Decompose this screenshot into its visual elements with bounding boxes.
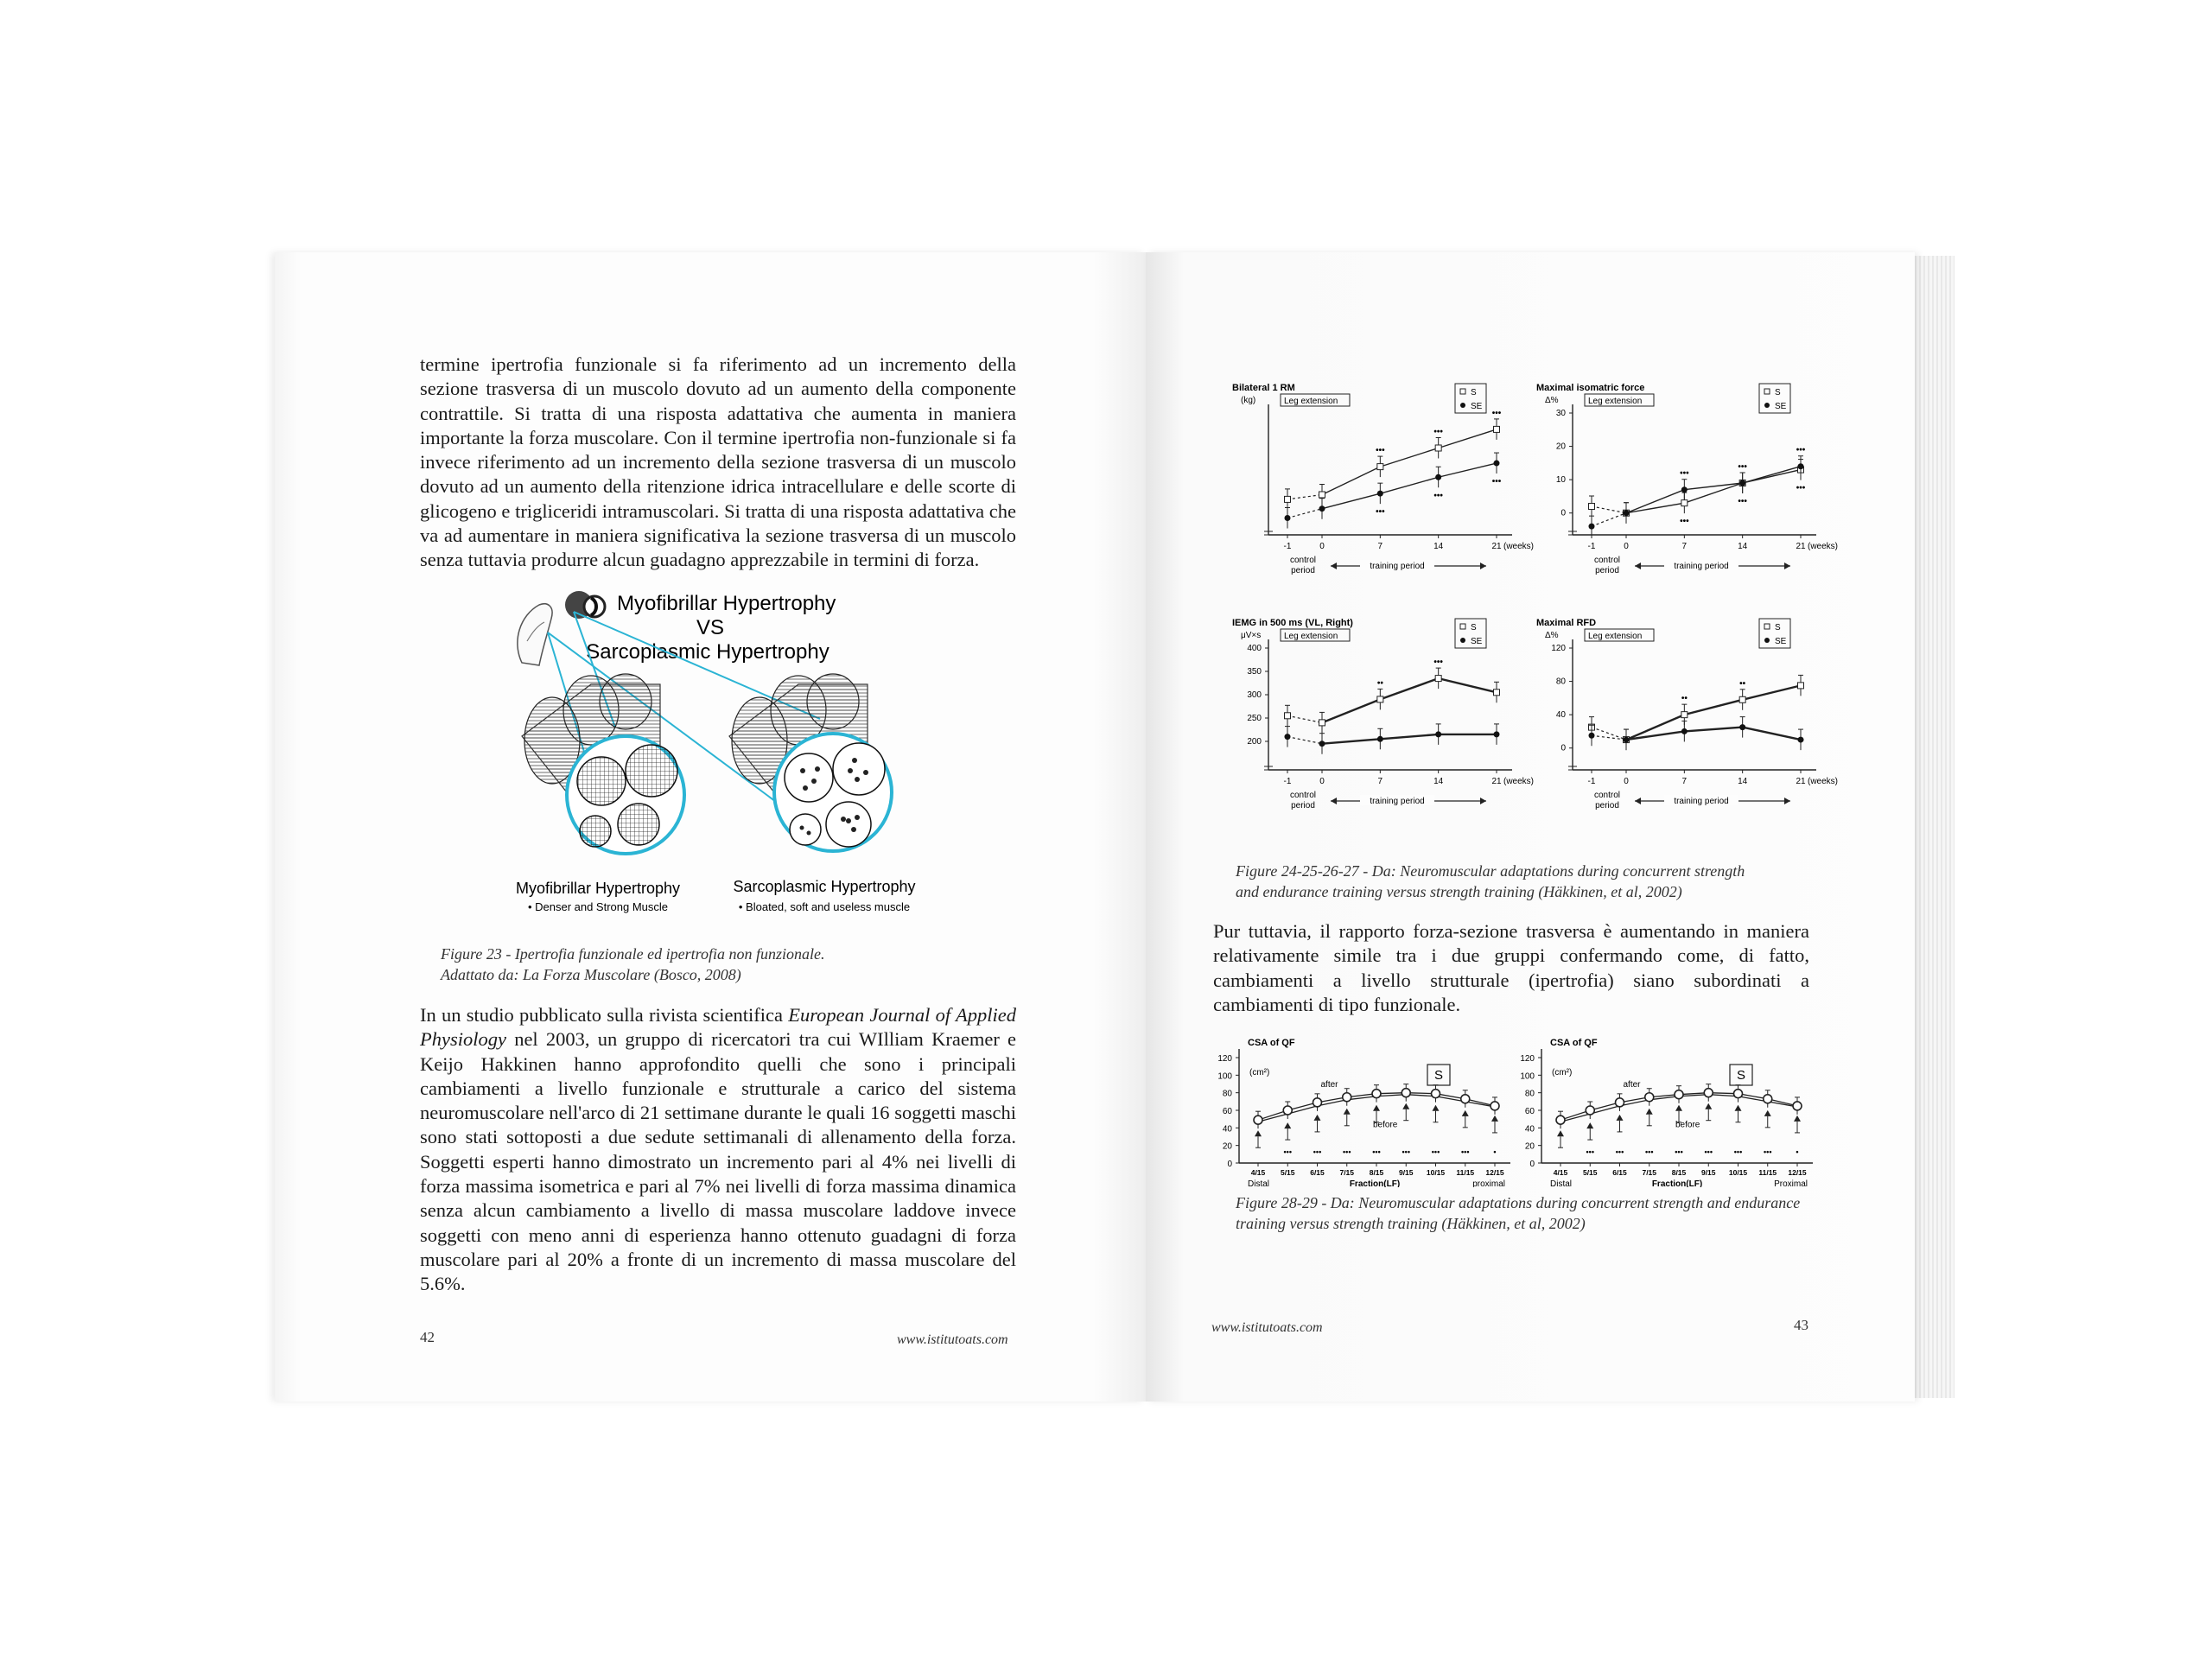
control-label-1: control — [1289, 556, 1317, 565]
training-arrow-left — [1331, 798, 1337, 804]
page-number-left: 42 — [420, 1329, 435, 1345]
significance: ••• — [1313, 1147, 1322, 1156]
significance: ••• — [1431, 1147, 1440, 1156]
point-se — [1319, 741, 1325, 747]
significance-above: •• — [1739, 678, 1746, 689]
x-tick-label: 14 — [1433, 542, 1444, 551]
book-page-right — [1146, 252, 1915, 1402]
x-tick-label: 11/15 — [1758, 1168, 1777, 1177]
point-se — [1681, 728, 1688, 734]
footer-url-right: www.istitutoats.com — [1211, 1320, 1323, 1335]
sub-myofibrillar: • Denser and Strong Muscle — [527, 900, 669, 913]
point-after — [1402, 1089, 1410, 1097]
series-control-segment — [1287, 509, 1322, 518]
significance-below: ••• — [1796, 483, 1806, 493]
y-tick-label: 0 — [1560, 508, 1566, 518]
label-after: after — [1320, 1079, 1338, 1090]
series-control-segment — [1592, 513, 1626, 526]
legend-s-marker — [1460, 624, 1465, 629]
arm-sketch-icon — [518, 604, 552, 665]
y-tick-label: 40 — [1524, 1124, 1535, 1135]
point-se — [1739, 724, 1745, 730]
paragraph-study-a: In un studio pubblicato sulla rivista scientifica — [420, 1004, 789, 1026]
figure-23-caption-line1: Figure 23 - Ipertrofia funzionale ed ipertrofia non funzionale. — [441, 945, 825, 963]
point-se — [1377, 491, 1383, 497]
point-after — [1586, 1106, 1594, 1115]
point-after — [1675, 1090, 1683, 1099]
significance: ••• — [1704, 1147, 1713, 1156]
significance: ••• — [1372, 1147, 1381, 1156]
point-s — [1435, 445, 1441, 451]
x-tick-label: 0 — [1319, 777, 1325, 786]
x-tick-label: -1 — [1283, 777, 1292, 786]
point-after — [1372, 1090, 1381, 1098]
x-unit-label: (weeks) — [1503, 777, 1535, 786]
footer-url-left: www.istitutoats.com — [897, 1332, 1008, 1347]
y-tick-label: 60 — [1524, 1107, 1535, 1116]
point-after — [1556, 1116, 1565, 1124]
chart-bilateral-1rm — [1229, 378, 1557, 594]
significance: ••• — [1343, 1147, 1351, 1156]
x-tick-label: 21 — [1491, 542, 1502, 551]
y-tick-label: 60 — [1222, 1107, 1232, 1116]
significance-above: ••• — [1433, 427, 1443, 437]
point-after — [1343, 1093, 1351, 1102]
x-tick-label: 9/15 — [1398, 1168, 1414, 1177]
paragraph-force-section: Pur tuttavia, il rapporto forza-sezione trasversa è aumentando in maniera relativamente simile tra i due gruppi confermando come, di fatto, cambiamenti a livello strutturale (ipertrofia) siano subordinati a cambiamenti di tipo funzionale. — [1213, 920, 1809, 1015]
y-tick-label: 350 — [1247, 667, 1262, 677]
figure-28-29-caption-line2: training versus strength training (Häkkinen, et al, 2002) — [1236, 1215, 1586, 1232]
label-myofibrillar: Myofibrillar Hypertrophy — [515, 880, 681, 897]
chart-ylabel: Δ% — [1545, 631, 1559, 640]
significance-below: ••• — [1433, 491, 1443, 501]
point-before — [1675, 1105, 1682, 1111]
point-before — [1462, 1110, 1469, 1116]
chart-title: CSA of QF — [1248, 1038, 1295, 1048]
point-before — [1314, 1115, 1321, 1121]
point-after — [1734, 1090, 1743, 1098]
significance: ••• — [1461, 1147, 1470, 1156]
legend-se-label: SE — [1775, 637, 1787, 646]
legend-se-marker — [1460, 638, 1465, 643]
control-label-1: control — [1593, 556, 1621, 565]
training-label: training period — [1370, 797, 1425, 806]
series-control-segment — [1287, 715, 1322, 722]
figure-23-caption-line2: Adattato da: La Forza Muscolare (Bosco, 2008) — [441, 966, 741, 983]
chart-title: Bilateral 1 RM — [1232, 383, 1295, 393]
point-se — [1739, 480, 1745, 486]
significance: ••• — [1675, 1147, 1683, 1156]
chart-ylabel: Δ% — [1545, 396, 1559, 405]
x-tick-label: 7 — [1681, 542, 1688, 551]
significance-below: ••• — [1680, 517, 1689, 527]
point-after — [1283, 1106, 1292, 1115]
significance-above: •• — [1681, 694, 1688, 704]
significance-above: ••• — [1376, 446, 1385, 456]
legend-s-marker — [1460, 389, 1465, 394]
point-after — [1461, 1095, 1470, 1103]
x-tick-label: 7 — [1377, 542, 1383, 551]
legend-se-marker — [1764, 638, 1770, 643]
journal-name: European Journal of Applied Physiology — [420, 1004, 1016, 1051]
chart-csa-qf-1 — [1206, 1032, 1526, 1187]
series-line-s — [1626, 685, 1801, 740]
significance-above: ••• — [1738, 462, 1747, 472]
series-line-s — [1322, 678, 1497, 722]
point-s — [1589, 504, 1595, 510]
label-after: after — [1623, 1079, 1641, 1090]
training-label: training period — [1370, 562, 1425, 571]
significance-above: ••• — [1680, 468, 1689, 479]
point-s — [1435, 676, 1441, 682]
x-tick-label: 6/15 — [1612, 1168, 1627, 1177]
y-tick-label: 10 — [1555, 475, 1566, 486]
point-after — [1764, 1095, 1772, 1103]
x-tick-label: 0 — [1624, 777, 1629, 786]
point-before — [1617, 1115, 1624, 1121]
sarcoplasmic-bundle-icon — [729, 674, 892, 851]
y-tick-label: 120 — [1520, 1054, 1535, 1064]
point-s — [1798, 683, 1804, 689]
control-label-1: control — [1593, 791, 1621, 800]
y-tick-label: 80 — [1555, 677, 1566, 687]
point-se — [1285, 734, 1291, 740]
y-tick-label: 100 — [1217, 1071, 1232, 1082]
x-axis-label: Fraction(LF) — [1651, 1179, 1703, 1187]
point-before — [1433, 1105, 1440, 1111]
point-before — [1794, 1116, 1801, 1122]
chart-title: CSA of QF — [1550, 1038, 1598, 1048]
significance: ••• — [1645, 1147, 1654, 1156]
point-s — [1681, 712, 1688, 718]
box-label: Leg extension — [1284, 632, 1338, 641]
significance-below: ••• — [1491, 477, 1502, 487]
point-before — [1586, 1122, 1593, 1128]
legend-se-marker — [1764, 403, 1770, 408]
x-tick-label: 21 — [1796, 542, 1806, 551]
series-line-s — [1626, 470, 1801, 513]
x-tick-label: 7 — [1681, 777, 1688, 786]
point-se — [1435, 731, 1441, 737]
point-se — [1624, 737, 1630, 743]
paragraph-study — [420, 1003, 1016, 1297]
x-right-label: proximal — [1472, 1179, 1505, 1187]
series-control-segment — [1287, 495, 1322, 499]
y-tick-label: 0 — [1529, 1160, 1535, 1169]
point-before — [1705, 1103, 1712, 1109]
y-tick-label: 20 — [1222, 1141, 1232, 1152]
y-tick-label: 20 — [1555, 442, 1566, 452]
x-tick-label: 7 — [1377, 777, 1383, 786]
x-tick-label: 5/15 — [1280, 1168, 1295, 1177]
x-tick-label: 7/15 — [1642, 1168, 1657, 1177]
series-control-segment — [1287, 737, 1322, 744]
box-label: Leg extension — [1284, 397, 1338, 406]
paragraph-study-b: nel 2003, un gruppo di ricercatori tra cui WIlliam Kraemer e Keijo Hakkinen hanno approfondito quelli che sono i principali cambiamenti a livello funzionale e strutturale a carico del sistema neuromuscolare nell'arco di 21 settimane durante le quali 16 soggetti maschi sono stati sottoposti a due sedute settimanali di allenamento della forza. Soggetti esperti hanno dimostrato un incremento pari al 4% nei livelli di forza massima isometrica e pari al 7% nei livelli di forza massima dinamica senza alcun cambiamento a livello di massa muscolare laddove invece soggetti con meno anni di esperienza hanno ottenuto guadagni di forza muscolare pari al 20% a fronte di un incremento di massa muscolare del 5.6%. — [420, 1028, 1016, 1295]
significance: ••• — [1764, 1147, 1772, 1156]
point-se — [1377, 736, 1383, 742]
point-s — [1494, 690, 1500, 696]
legend-s-label: S — [1775, 623, 1781, 632]
legend-s-label: S — [1775, 388, 1781, 397]
chart-title: Maximal RFD — [1536, 618, 1597, 628]
training-arrow-left — [1331, 563, 1337, 569]
point-s — [1285, 496, 1291, 502]
control-label-2: period — [1291, 566, 1315, 575]
point-before — [1255, 1130, 1262, 1136]
point-se — [1681, 486, 1688, 493]
point-before — [1402, 1103, 1409, 1109]
hypertrophy-figure — [487, 581, 980, 926]
figure-title-line3: Sarcoplasmic Hypertrophy — [586, 640, 830, 664]
point-se — [1589, 733, 1595, 739]
chart-iemg — [1229, 613, 1557, 838]
x-tick-label: 5/15 — [1582, 1168, 1598, 1177]
point-after — [1616, 1098, 1624, 1107]
page-number-right: 43 — [1794, 1317, 1808, 1333]
x-right-label: Proximal — [1774, 1179, 1808, 1187]
x-axis-label: Fraction(LF) — [1349, 1179, 1401, 1187]
chart-title: IEMG in 500 ms (VL, Right) — [1232, 618, 1353, 628]
legend-se-marker — [1460, 403, 1465, 408]
magnifier-icon — [565, 591, 605, 619]
x-tick-label: 4/15 — [1553, 1168, 1568, 1177]
y-tick-label: 40 — [1555, 710, 1566, 721]
figure-28-29-caption-line1: Figure 28-29 - Da: Neuromuscular adaptations during concurrent strength and endurance — [1236, 1194, 1801, 1211]
x-tick-label: 12/15 — [1485, 1168, 1504, 1177]
book-page-left — [275, 252, 1146, 1402]
training-arrow-right — [1784, 563, 1790, 569]
series-control-segment — [1592, 506, 1626, 513]
box-label: Leg extension — [1588, 397, 1643, 406]
point-se — [1319, 505, 1325, 512]
point-s — [1319, 492, 1325, 498]
legend-s-label: S — [1471, 388, 1477, 397]
legend-s-label: S — [1471, 623, 1477, 632]
x-tick-label: -1 — [1587, 777, 1596, 786]
x-tick-label: 10/15 — [1728, 1168, 1748, 1177]
x-tick-label: -1 — [1587, 542, 1596, 551]
significance: • — [1796, 1147, 1799, 1156]
point-after — [1645, 1093, 1654, 1102]
y-tick-label: 100 — [1520, 1071, 1535, 1082]
x-unit-label: (weeks) — [1503, 542, 1535, 551]
x-tick-label: 12/15 — [1788, 1168, 1807, 1177]
point-after — [1254, 1116, 1262, 1124]
point-se — [1589, 524, 1595, 530]
y-tick-label: 400 — [1247, 644, 1262, 653]
training-arrow-left — [1635, 563, 1641, 569]
point-s — [1494, 426, 1500, 432]
x-unit-label: (weeks) — [1808, 542, 1839, 551]
point-before — [1491, 1116, 1498, 1122]
significance-above: ••• — [1433, 658, 1443, 668]
y-tick-label: 120 — [1551, 644, 1566, 653]
significance-above: •• — [1376, 678, 1383, 689]
sub-sarcoplasmic: • Bloated, soft and useless muscle — [738, 900, 911, 913]
significance: ••• — [1402, 1147, 1410, 1156]
training-arrow-right — [1480, 563, 1486, 569]
x-tick-label: -1 — [1283, 542, 1292, 551]
x-tick-label: 14 — [1738, 777, 1748, 786]
x-tick-label: 14 — [1433, 777, 1444, 786]
x-tick-label: 4/15 — [1250, 1168, 1266, 1177]
point-before — [1557, 1130, 1564, 1136]
significance: ••• — [1586, 1147, 1594, 1156]
chart-csa-qf-2 — [1509, 1032, 1828, 1187]
chart-ylabel: (cm²) — [1552, 1068, 1573, 1077]
significance: ••• — [1615, 1147, 1624, 1156]
x-unit-label: (weeks) — [1808, 777, 1839, 786]
training-arrow-right — [1480, 798, 1486, 804]
control-label-2: period — [1595, 801, 1619, 810]
x-tick-label: 21 — [1796, 777, 1806, 786]
legend-se-label: SE — [1471, 402, 1483, 411]
chart-ylabel: (cm²) — [1249, 1068, 1270, 1077]
chart-max-rfd — [1533, 613, 1861, 838]
point-after — [1704, 1089, 1713, 1097]
x-tick-label: 14 — [1738, 542, 1748, 551]
series-line-se — [1322, 463, 1497, 509]
point-before — [1735, 1105, 1742, 1111]
point-se — [1285, 515, 1291, 521]
legend-se-label: SE — [1471, 637, 1483, 646]
page-edges-right — [1915, 256, 1955, 1398]
y-tick-label: 0 — [1560, 743, 1566, 753]
point-after — [1313, 1098, 1322, 1107]
label-sarcoplasmic: Sarcoplasmic Hypertrophy — [733, 878, 916, 895]
significance-above: ••• — [1491, 408, 1502, 418]
significance: ••• — [1283, 1147, 1292, 1156]
point-se — [1798, 463, 1804, 469]
significance-below: ••• — [1738, 497, 1747, 506]
point-after — [1432, 1090, 1440, 1098]
point-se — [1435, 474, 1441, 480]
legend-s-marker — [1764, 624, 1770, 629]
significance-above: ••• — [1796, 445, 1806, 455]
point-se — [1494, 461, 1500, 467]
x-left-label: Distal — [1550, 1179, 1573, 1187]
label-before: before — [1675, 1120, 1700, 1130]
control-label-1: control — [1289, 791, 1317, 800]
point-after — [1793, 1102, 1802, 1110]
x-tick-label: 8/15 — [1369, 1168, 1384, 1177]
point-s — [1739, 696, 1745, 702]
x-tick-label: 8/15 — [1671, 1168, 1687, 1177]
label-before: before — [1373, 1120, 1398, 1130]
figure-24-27-caption-line1: Figure 24-25-26-27 - Da: Neuromuscular adaptations during concurrent strength — [1236, 862, 1745, 880]
control-label-2: period — [1291, 801, 1315, 810]
chart-max-isometric-force — [1533, 378, 1861, 594]
box-label: S — [1736, 1068, 1746, 1083]
series-line-se — [1626, 467, 1801, 513]
training-label: training period — [1674, 562, 1729, 571]
x-tick-label: 7/15 — [1339, 1168, 1355, 1177]
control-label-2: period — [1595, 566, 1619, 575]
point-before — [1344, 1109, 1351, 1115]
chart-ylabel: (kg) — [1241, 396, 1256, 405]
x-tick-label: 21 — [1491, 777, 1502, 786]
point-se — [1494, 731, 1500, 737]
y-tick-label: 40 — [1222, 1124, 1232, 1135]
x-tick-label: 0 — [1319, 542, 1325, 551]
myofibrillar-bundle-icon — [522, 674, 684, 854]
point-s — [1377, 696, 1383, 702]
y-tick-label: 80 — [1524, 1089, 1535, 1099]
y-tick-label: 200 — [1247, 737, 1262, 747]
training-label: training period — [1674, 797, 1729, 806]
paragraph-functional-hypertrophy: termine ipertrofia funzionale si fa riferimento ad un incremento della sezione trasversa di un muscolo dovuto ad un aumento della componente contrattile. Si tratta di una risposta adattativa che aumenta in maniera importante la forza muscolare. Con il termine ipertrofia non-funzionale si fa invece riferimento ad un incremento della sezione trasversa di un muscolo dovuto ad un aumento della ritenzione idrica intracellulare e delle scorte di glicogeno e trigliceridi intramuscolari. Si tratta di una risposta adattativa che va ad aumentare in maniera significativa la sezione trasversa di un muscolo senza tuttavia produrre alcun guadagno apprezzabile in termini di forza. — [420, 353, 1016, 571]
point-se — [1798, 737, 1804, 743]
x-tick-label: 9/15 — [1700, 1168, 1716, 1177]
point-s — [1319, 720, 1325, 726]
figure-24-27-caption-line2: and endurance training versus strength training (Häkkinen, et al, 2002) — [1236, 883, 1682, 900]
point-before — [1764, 1110, 1771, 1116]
significance: • — [1493, 1147, 1497, 1156]
x-tick-label: 0 — [1624, 542, 1629, 551]
figure-title-line1: Myofibrillar Hypertrophy — [617, 592, 836, 615]
box-label: S — [1433, 1068, 1444, 1083]
legend-s-marker — [1764, 389, 1770, 394]
x-tick-label: 10/15 — [1426, 1168, 1446, 1177]
point-s — [1285, 713, 1291, 719]
significance: ••• — [1733, 1147, 1743, 1156]
y-tick-label: 0 — [1227, 1160, 1232, 1169]
box-label: Leg extension — [1588, 632, 1643, 641]
y-tick-label: 250 — [1247, 714, 1262, 723]
point-after — [1491, 1102, 1499, 1110]
significance-below: ••• — [1376, 507, 1385, 518]
point-before — [1646, 1109, 1653, 1115]
x-tick-label: 6/15 — [1310, 1168, 1325, 1177]
figure-title-line2: VS — [696, 616, 725, 639]
x-tick-label: 11/15 — [1456, 1168, 1475, 1177]
series-line-se — [1322, 734, 1497, 744]
y-tick-label: 300 — [1247, 690, 1262, 700]
point-before — [1284, 1122, 1291, 1128]
point-se — [1624, 510, 1630, 516]
training-arrow-right — [1784, 798, 1790, 804]
point-s — [1377, 464, 1383, 470]
point-s — [1681, 500, 1688, 506]
point-before — [1373, 1105, 1380, 1111]
chart-ylabel: μV×s — [1241, 631, 1262, 640]
y-tick-label: 30 — [1555, 409, 1566, 418]
x-left-label: Distal — [1248, 1179, 1270, 1187]
y-tick-label: 120 — [1217, 1054, 1232, 1064]
chart-title: Maximal isomatric force — [1536, 383, 1645, 393]
training-arrow-left — [1635, 798, 1641, 804]
legend-se-label: SE — [1775, 402, 1787, 411]
y-tick-label: 80 — [1222, 1089, 1232, 1099]
y-tick-label: 20 — [1524, 1141, 1535, 1152]
